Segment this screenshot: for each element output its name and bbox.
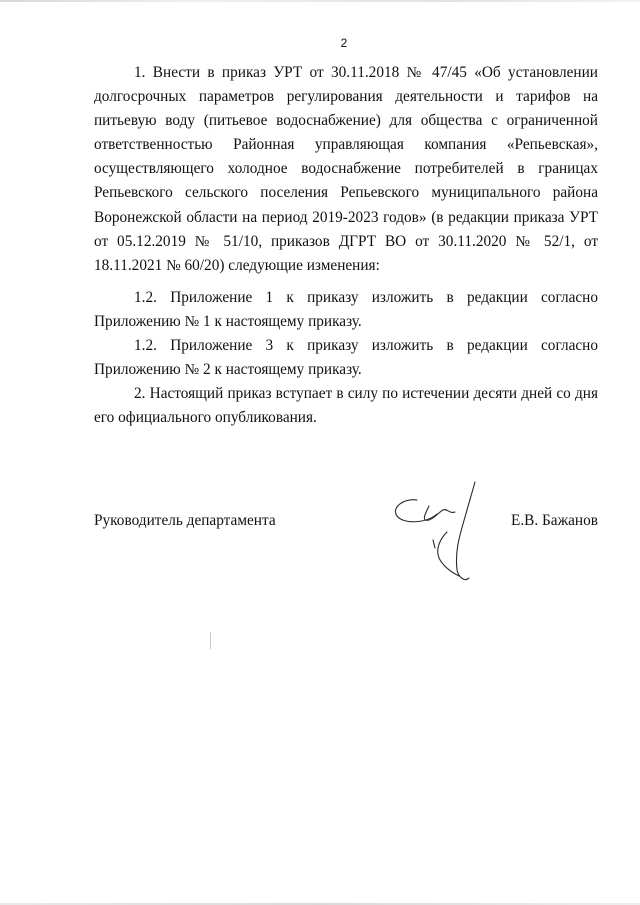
scan-artifact: [210, 632, 211, 649]
scan-edge-top: [0, 0, 640, 2]
paragraph-appendix-1: 1.2. Приложение 1 к приказу изложить в редакции согласно Приложению № 1 к настоящему приказу.: [94, 288, 598, 330]
page-number: 2: [340, 36, 348, 50]
document-body: [94, 61, 598, 430]
signer-position: Руководитель департамента: [94, 512, 276, 529]
paragraph-amendment-intro: 1. Внести в приказ УРТ от 30.11.2018 № 47/45 «Об установлении долгосрочных параметров регулирования деятельности и тарифов на питьевую воду (питьевое водоснабжение) для общества с ограниченной ответственностью Районная управляющая компания «Репьевская», осуществляющего холодное водоснабжение потребителей в границах Репьевского сельского поселения Репьевского муниципального района Воронежской области на период 2019-2023 годов» (в редакции приказа УРТ от 05.12.2019 № 51/10, приказов ДГРТ ВО от 30.11.2020 № 52/1, от 18.11.2021 № 60/20) следующие изменения:: [94, 64, 598, 274]
signer-name: Е.В. Бажанов: [510, 512, 598, 529]
handwritten-signature: [385, 478, 495, 593]
paragraph-effective-date: 2. Настоящий приказ вступает в силу по истечении десяти дней со дня его официального опубликования.: [94, 385, 598, 427]
paragraph-appendix-3: 1.2. Приложение 3 к приказу изложить в редакции согласно Приложению № 2 к настоящему приказу.: [94, 337, 598, 379]
